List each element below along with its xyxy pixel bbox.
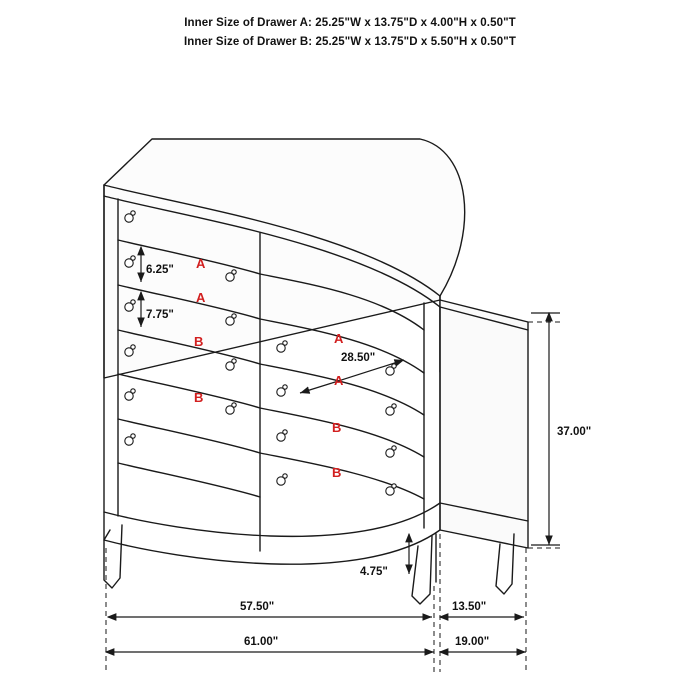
dim-overall-width: 61.00" <box>244 636 279 648</box>
drawer-label-left-2: A <box>196 290 206 305</box>
drawer-label-left-3: B <box>194 334 204 349</box>
drawer-label-left-4: B <box>194 390 204 405</box>
drawer-b-note: Inner Size of Drawer B: 25.25"W x 13.75"D x 5.50"H x 0.50"T <box>184 36 516 48</box>
drawer-label-right-2: A <box>334 373 344 388</box>
dim-body-width: 57.50" <box>240 601 275 613</box>
drawer-label-right-1: A <box>334 331 344 346</box>
drawer-a-note: Inner Size of Drawer A: 25.25"W x 13.75"D x 4.00"H x 0.50"T <box>184 17 516 29</box>
drawer-label-right-4: B <box>332 465 342 480</box>
dim-total-height: 37.00" <box>557 426 592 438</box>
dim-drawer-b-height: 7.75" <box>146 309 174 321</box>
drawer-label-left-1: A <box>196 256 206 271</box>
dim-top-depth: 28.50" <box>341 352 376 364</box>
drawer-label-right-3: B <box>332 420 342 435</box>
dim-side-depth: 13.50" <box>452 601 487 613</box>
dim-overall-depth: 19.00" <box>455 636 490 648</box>
dim-drawer-a-height: 6.25" <box>146 264 174 276</box>
dim-leg-height: 4.75" <box>360 566 388 578</box>
